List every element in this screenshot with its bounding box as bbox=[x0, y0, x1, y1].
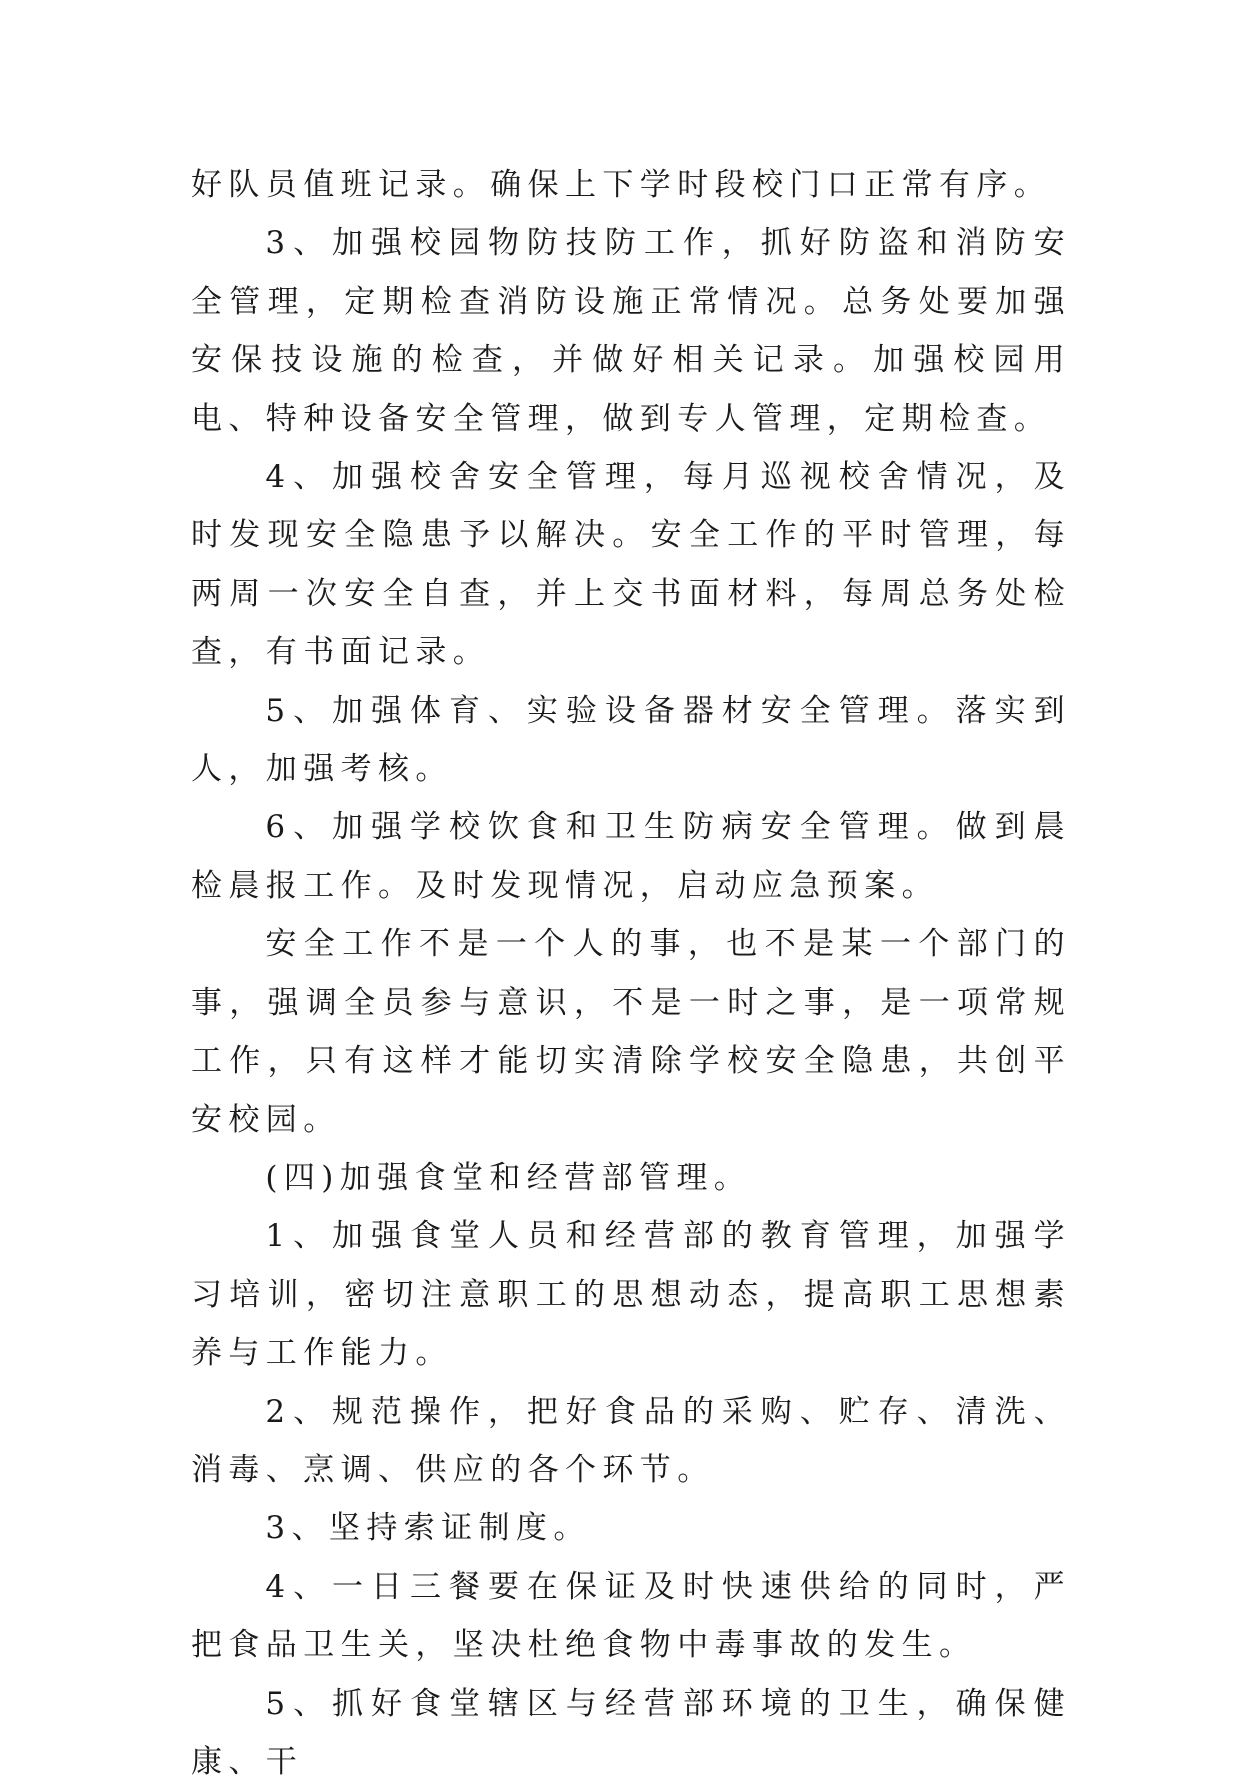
paragraph-canteen-item-2: 2、规范操作，把好食品的采购、贮存、清洗、消毒、烹调、供应的各个环节。 bbox=[191, 1393, 1071, 1488]
paragraph-continued-duty-record: 好队员值班记录。确保上下学时段校门口正常有序。 bbox=[191, 167, 1052, 203]
paragraph-canteen-item-3: 3、坚持索证制度。 bbox=[265, 1510, 591, 1547]
paragraph-item-3-physical-security: 3、加强校园物防技防工作，抓好防盗和消防安全管理，定期检查消防设施正常情况。总务处要加强安保技设施的检查，并做好相关记录。加强校园用电、特种设备安全管理，做到专人管理，定期检查。 bbox=[191, 225, 1071, 437]
document-body bbox=[191, 156, 1071, 1791]
paragraph-canteen-item-4: 4、一日三餐要在保证及时快速供给的同时，严把食品卫生关，坚决杜绝食物中毒事故的发生。 bbox=[191, 1568, 1071, 1664]
paragraph-item-6-food-hygiene: 6、加强学校饮食和卫生防病安全管理。做到晨检晨报工作。及时发现情况，启动应急预案。 bbox=[191, 809, 1071, 904]
paragraph-canteen-item-5: 5、抓好食堂辖区与经营部环境的卫生，确保健康、干 bbox=[191, 1685, 1071, 1780]
paragraph-item-5-equipment-safety: 5、加强体育、实验设备器材安全管理。落实到人，加强考核。 bbox=[191, 692, 1071, 788]
paragraph-canteen-item-1: 1、加强食堂人员和经营部的教育管理，加强学习培训，密切注意职工的思想动态，提高职工思想素养与工作能力。 bbox=[191, 1218, 1071, 1372]
paragraph-safety-summary: 安全工作不是一个人的事，也不是某一个部门的事，强调全员参与意识，不是一时之事，是一项常规工作，只有这样才能切实清除学校安全隐患，共创平安校园。 bbox=[191, 926, 1071, 1138]
section-heading-canteen: (四)加强食堂和经营部管理。 bbox=[265, 1159, 752, 1196]
paragraph-item-4-dormitory-safety: 4、加强校舍安全管理，每月巡视校舍情况，及时发现安全隐患予以解决。安全工作的平时管理，每两周一次安全自查，并上交书面材料，每周总务处检查，有书面记录。 bbox=[191, 459, 1071, 671]
